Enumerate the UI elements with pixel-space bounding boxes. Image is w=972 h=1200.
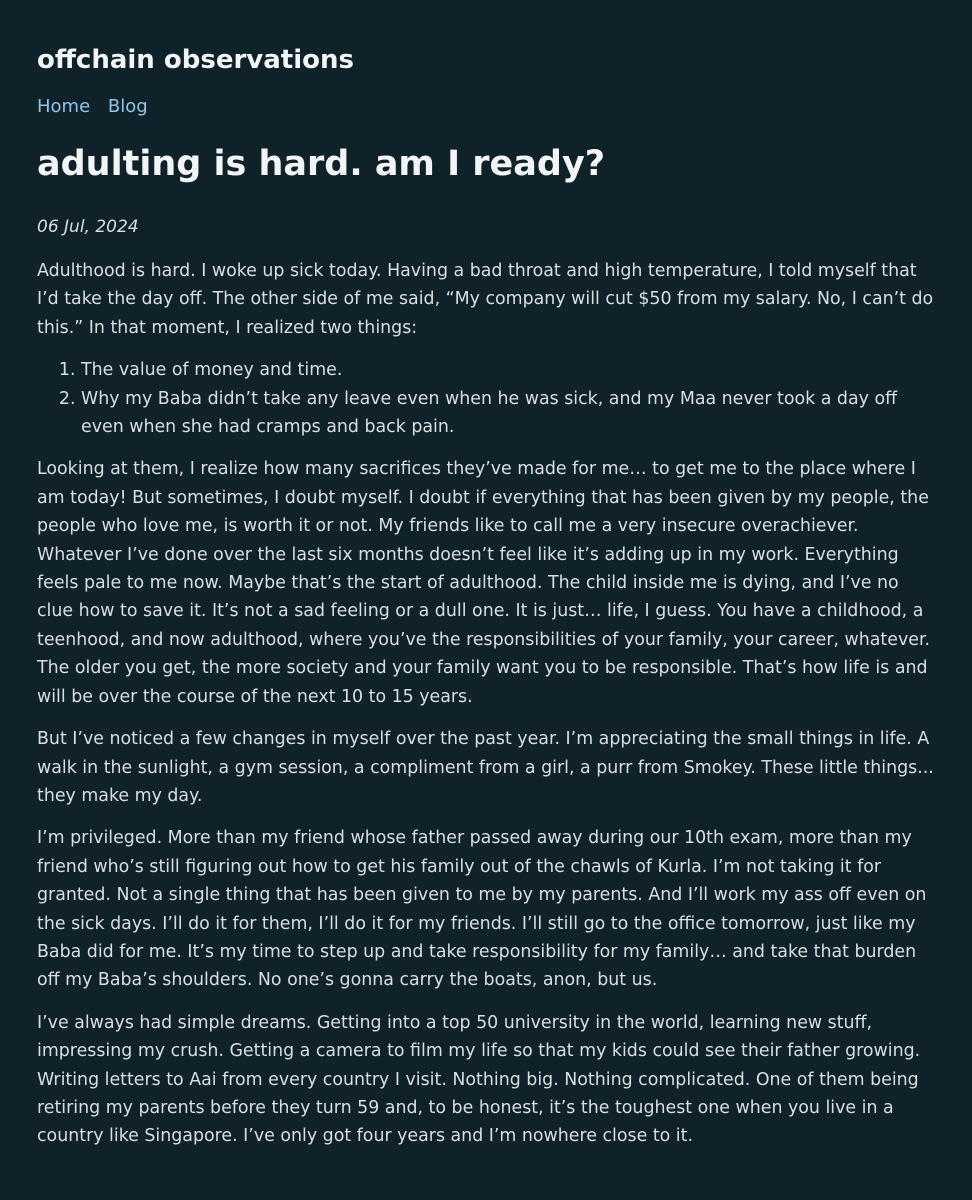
- paragraph: But I’ve noticed a few changes in myself over the past year. I’m appreciating the small things in life. A walk in the sunlight, a gym session, a compliment from a girl, a purr from Smokey. These little things... they make my day.: [37, 729, 934, 806]
- site-title[interactable]: offchain observations: [37, 45, 354, 75]
- paragraph: Looking at them, I realize how many sacrifices they’ve made for me… to get me to the place where I am today! But sometimes, I doubt myself. I doubt if everything that has been given by my people, the people who love me, is worth it or not. My friends like to call me a very insecure overachiever. Whatever I’ve done over the last six months doesn’t feel like it’s adding up in my work. Everything feels pale to me now. Maybe that’s the start of adulthood. The child inside me is dying, and I’ve no clue how to save it. It’s not a sad feeling or a dull one. It is just… life, I guess. You have a childhood, a teenhood, and now adulthood, where you’ve the responsibilities of your family, your career, whatever. The older you get, the more society and your family want you to be responsible. That’s how life is and will be over the course of the next 10 to 15 years.: [37, 459, 931, 707]
- nav-link-blog[interactable]: Blog: [107, 96, 148, 117]
- post-content: [37, 257, 935, 1151]
- list-item: 2. Why my Baba didn’t take any leave even when he was sick, and my Maa never took a day off even when she had cramps and back pain.: [81, 385, 935, 442]
- site-nav: [37, 93, 935, 121]
- post-date: [37, 213, 935, 241]
- nav-link-home[interactable]: Home: [37, 96, 91, 117]
- post: [37, 139, 935, 1151]
- paragraph-intro: Adulthood is hard. I woke up sick today. Having a bad throat and high temperature, I told myself that I’d take the day off. The other side of me said, “My company will cut $50 from my salary. No, I can’t do this.” In that moment, I realized two things:: [37, 261, 934, 338]
- list-item: 1. The value of money and time.: [81, 356, 935, 384]
- realizations-list: [37, 356, 935, 441]
- paragraph: I’m privileged. More than my friend whose father passed away during our 10th exam, more than my friend who’s still figuring out how to get his family out of the chawls of Kurla. I’m not taking it for granted. Not a single thing that has been given to me by my parents. And I’ll work my ass off even on the sick days. I’ll do it for them, I’ll do it for my friends. I’ll still go to the office tomorrow, just like my Baba did for me. It’s my time to step up and take responsibility for my family… and take that burden off my Baba’s shoulders. No one’s gonna carry the boats, anon, but us.: [37, 828, 927, 991]
- post-date-value: 06 Jul, 2024: [37, 217, 139, 237]
- post-title: adulting is hard. am I ready?: [37, 144, 606, 184]
- paragraph: I’ve always had simple dreams. Getting into a top 50 university in the world, learning new stuff, impressing my crush. Getting a camera to film my life so that my kids could see their father growing. Writing letters to Aai from every country I visit. Nothing big. Nothing complicated. One of them being retiring my parents before they turn 59 and, to be honest, it’s the toughest one when you live in a country like Singapore. I’ve only got four years and I’m nowhere close to it.: [37, 1012, 921, 1147]
- site-header: [37, 0, 935, 121]
